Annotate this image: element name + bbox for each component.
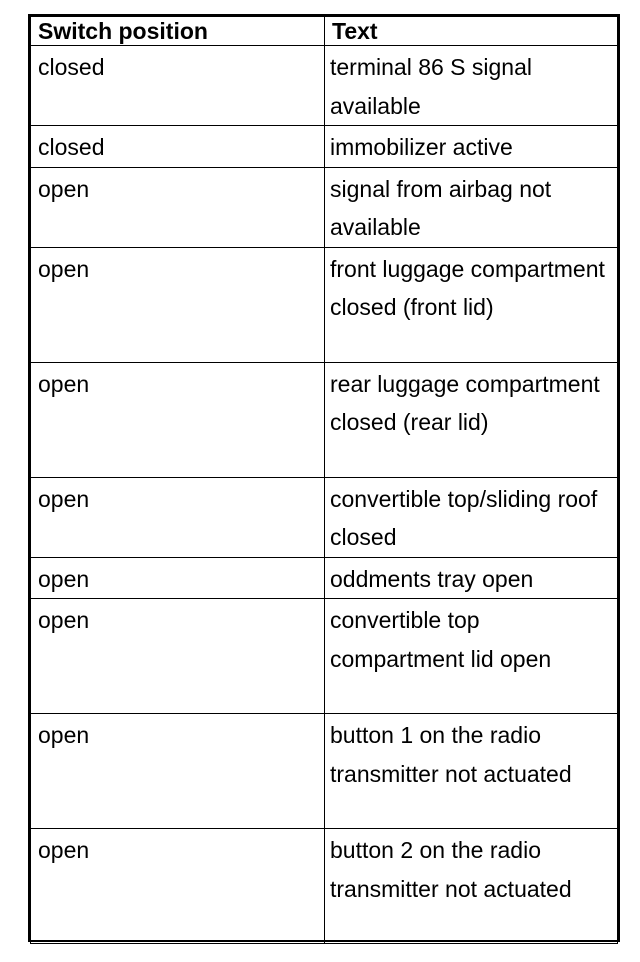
table-row [31,477,618,557]
cell-switch-position: open [31,477,325,557]
table-header-row [31,17,618,46]
cell-switch-position: open [31,714,325,829]
cell-text: oddments tray open [325,557,618,599]
table-row [31,714,618,829]
cell-text: convertible top compartment lid open [325,599,618,714]
table-row [31,167,618,247]
switch-position-table-container [28,14,620,942]
cell-switch-position: open [31,829,325,944]
cell-switch-position: open [31,247,325,362]
cell-text: button 1 on the radio transmitter not actuated [325,714,618,829]
table-row [31,599,618,714]
table-row [31,557,618,599]
cell-text: terminal 86 S signal available [325,46,618,126]
cell-switch-position: open [31,167,325,247]
cell-switch-position: open [31,599,325,714]
cell-text: rear luggage compartment closed (rear lid) [325,362,618,477]
cell-text: immobilizer active [325,126,618,168]
cell-text: front luggage compartment closed (front lid) [325,247,618,362]
table-row [31,46,618,126]
cell-text: signal from airbag not available [325,167,618,247]
cell-switch-position: open [31,362,325,477]
header-switch-position: Switch position [31,17,325,46]
table-row [31,362,618,477]
table-row [31,126,618,168]
header-text: Text [325,17,618,46]
switch-position-table [30,16,618,944]
cell-text: convertible top/sliding roof closed [325,477,618,557]
table-row [31,247,618,362]
cell-switch-position: closed [31,46,325,126]
cell-switch-position: closed [31,126,325,168]
cell-switch-position: open [31,557,325,599]
cell-text: button 2 on the radio transmitter not actuated [325,829,618,944]
table-row [31,829,618,944]
